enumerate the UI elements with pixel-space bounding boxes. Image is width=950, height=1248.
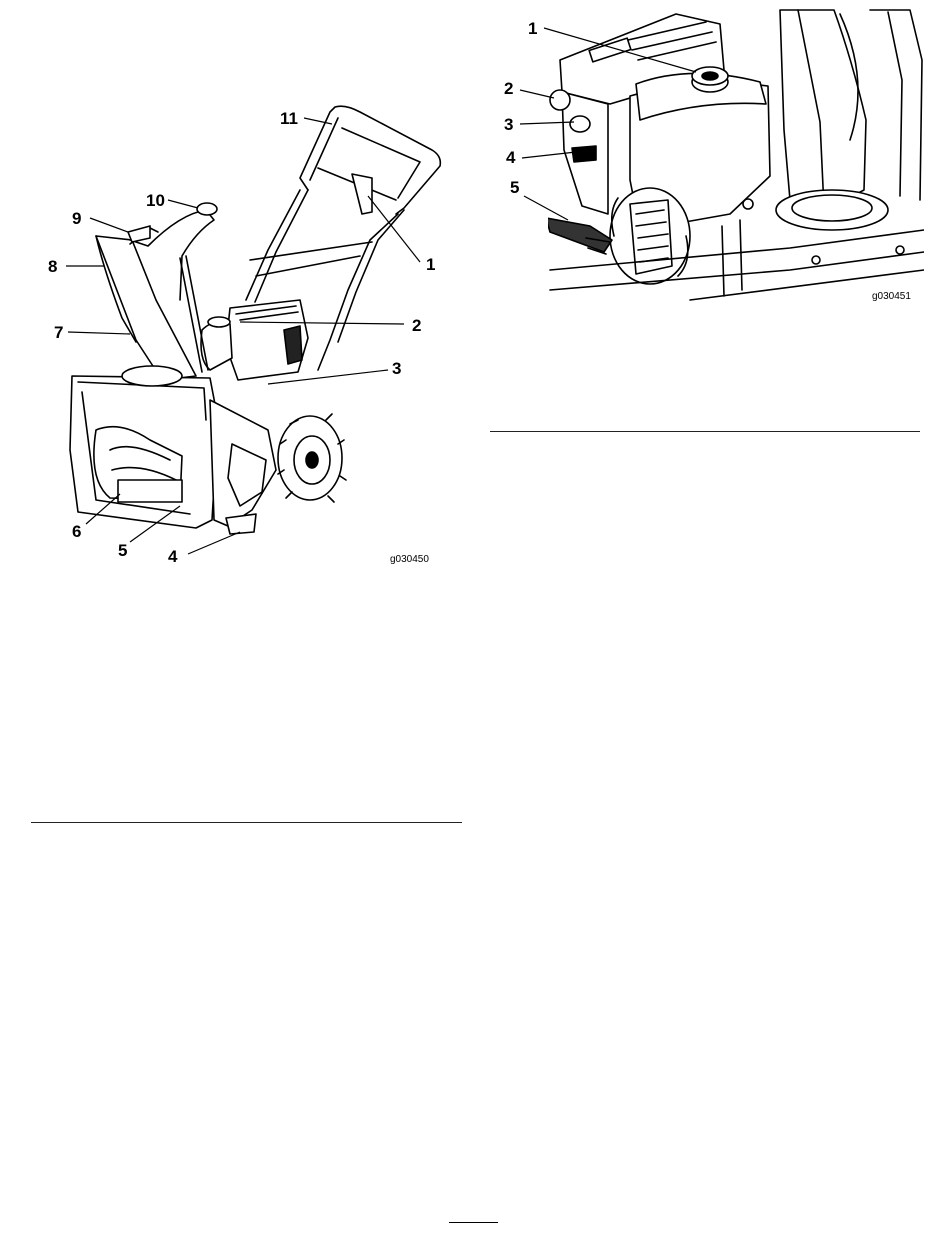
snowthrower-illustration — [0, 0, 470, 580]
figure-id: g030450 — [390, 554, 429, 565]
figure-snowthrower-overview — [0, 0, 470, 580]
callout-1: 1 — [528, 19, 538, 38]
callout-3: 3 — [504, 115, 514, 134]
figure-id: g030451 — [872, 291, 911, 302]
engine-controls-illustration — [490, 0, 930, 310]
callout-3: 3 — [392, 359, 402, 378]
callout-2: 2 — [504, 79, 514, 98]
figure-engine-controls — [490, 0, 930, 310]
callout-5: 5 — [510, 178, 520, 197]
callout-4: 4 — [168, 547, 178, 566]
callout-5: 5 — [118, 541, 128, 560]
callout-9: 9 — [72, 209, 82, 228]
callout-1: 1 — [426, 255, 436, 274]
callout-8: 8 — [48, 257, 58, 276]
callout-2: 2 — [412, 316, 422, 335]
callout-4: 4 — [506, 148, 516, 167]
divider-left — [31, 822, 462, 823]
callout-11: 11 — [280, 109, 298, 128]
divider-right — [490, 431, 920, 432]
footer-rule — [449, 1222, 498, 1223]
callout-6: 6 — [72, 522, 82, 541]
callout-7: 7 — [54, 323, 64, 342]
callout-10: 10 — [146, 191, 165, 210]
